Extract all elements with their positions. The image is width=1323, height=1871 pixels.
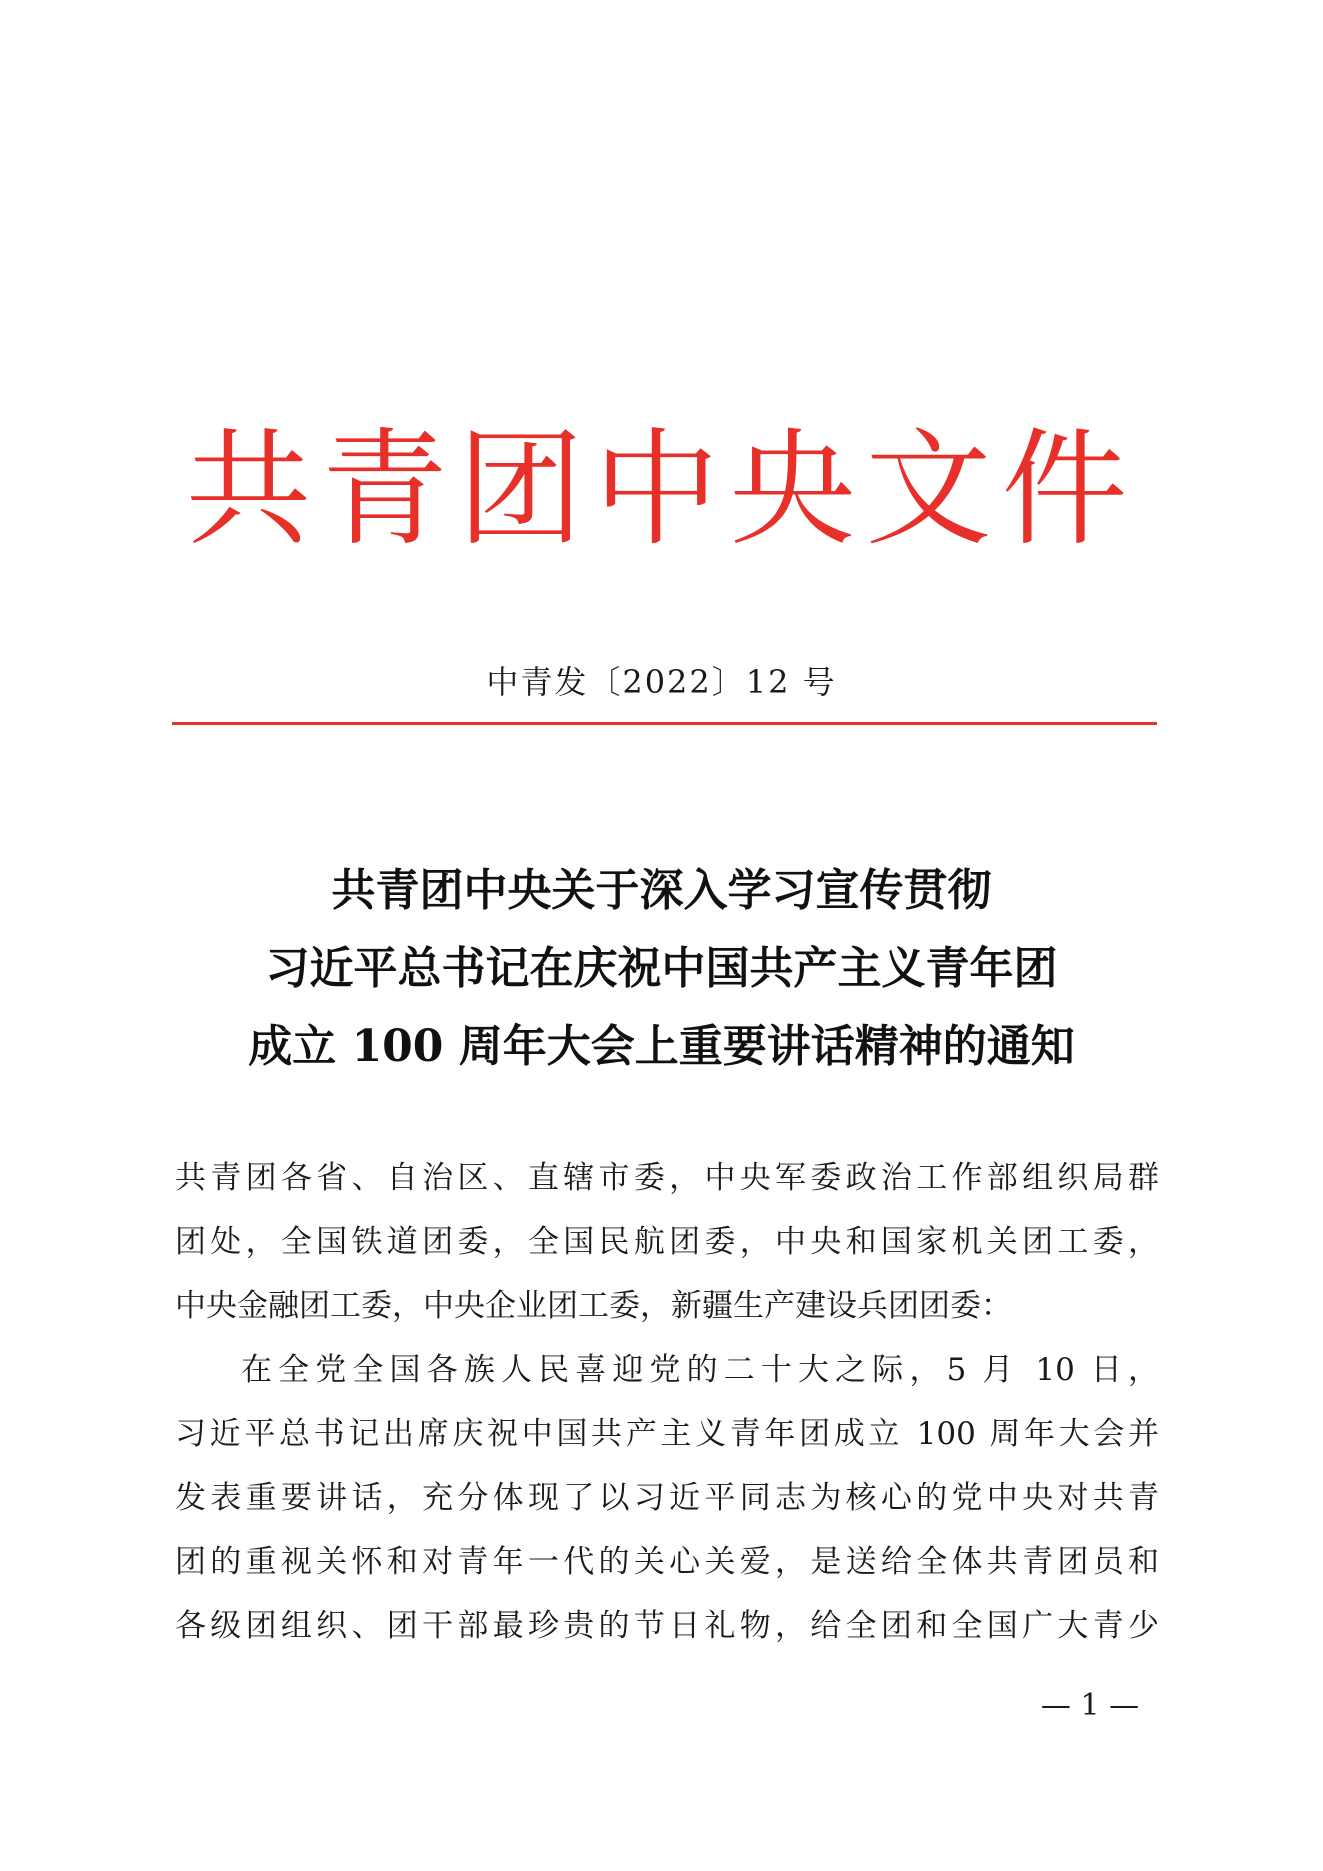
body-line: 各级团组织、团干部最珍贵的节日礼物，给全团和全国广大青少 — [175, 1608, 1159, 1644]
body-line: 团处，全国铁道团委，全国民航团委，中央和国家机关团工委， — [175, 1224, 1159, 1260]
masthead-title: 共青团中央文件 — [185, 416, 1138, 563]
recipients-paragraph — [175, 1146, 1159, 1338]
body-line: 习近平总书记出席庆祝中国共产主义青年团成立 100 周年大会并 — [175, 1416, 1159, 1452]
document-number: 中青发〔2022〕12 号 — [486, 663, 837, 701]
body-line: 共青团各省、自治区、直辖市委，中央军委政治工作部组织局群 — [175, 1160, 1159, 1196]
page-number: — 1 — — [1040, 1688, 1140, 1723]
body-line: 中央金融团工委，中央企业团工委，新疆生产建设兵团团委： — [175, 1288, 1012, 1324]
title-line: 共青团中央关于深入学习宣传贯彻 — [331, 865, 992, 916]
document-body — [175, 1146, 1159, 1658]
title-line: 习近平总书记在庆祝中国共产主义青年团 — [265, 943, 1058, 994]
body-line: 团的重视关怀和对青年一代的关心关爱，是送给全体共青团员和 — [175, 1544, 1159, 1580]
body-line: 发表重要讲话，充分体现了以习近平同志为核心的党中央对共青 — [175, 1480, 1159, 1516]
red-separator-line — [172, 722, 1157, 725]
notice-title — [0, 852, 1323, 1086]
title-line: 成立 100 周年大会上重要讲话精神的通知 — [248, 1021, 1075, 1072]
body-paragraph — [175, 1338, 1159, 1658]
body-line: 在全党全国各族人民喜迎党的二十大之际，5 月 10 日， — [241, 1352, 1159, 1388]
